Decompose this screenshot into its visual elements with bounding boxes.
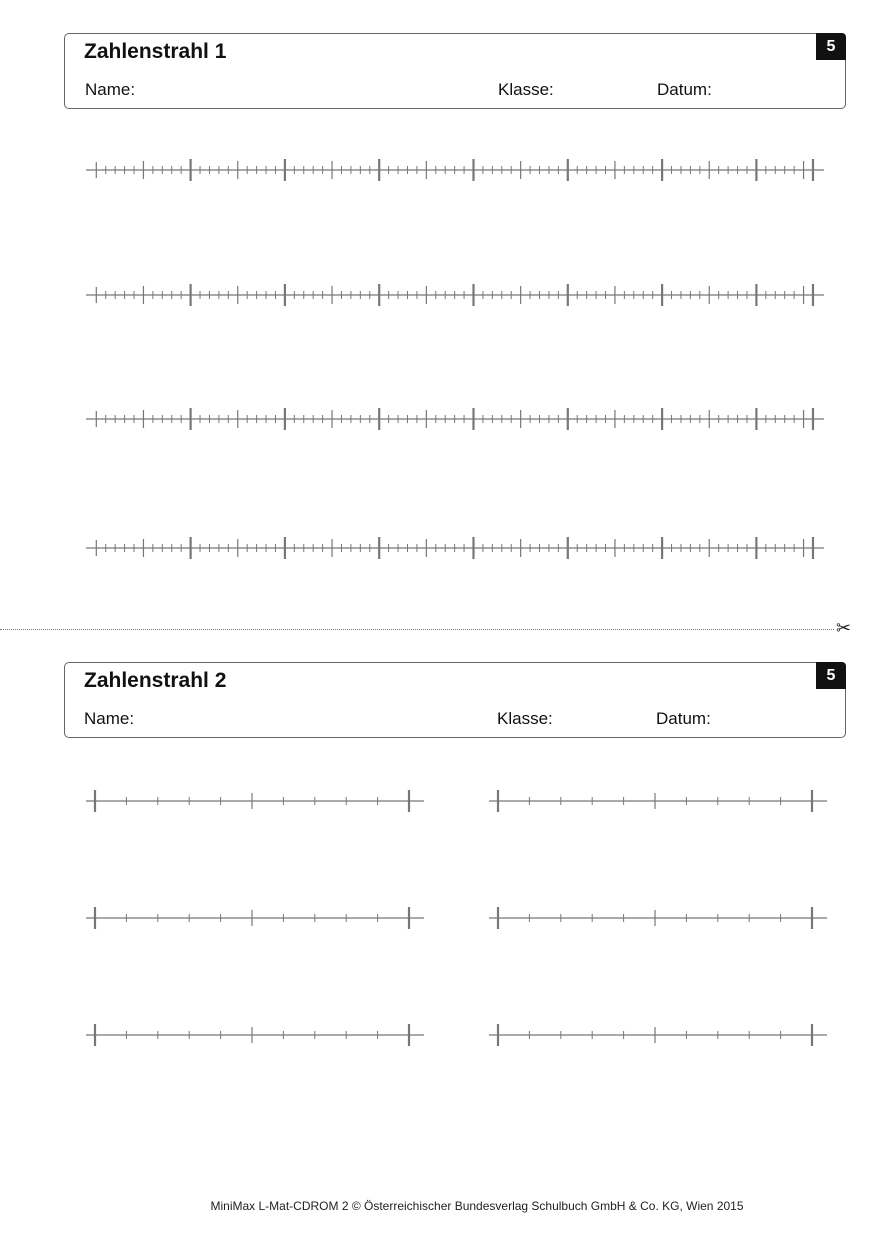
number-line	[0, 150, 890, 190]
page-title: Zahlenstrahl 2	[84, 669, 227, 692]
name-label: Name:	[85, 80, 136, 99]
class-label: Klasse:	[497, 709, 553, 728]
name-label: Name:	[84, 709, 135, 728]
class-label: Klasse:	[498, 80, 554, 99]
number-line	[0, 781, 890, 821]
date-label: Datum:	[657, 80, 712, 99]
date-label: Datum:	[656, 709, 711, 728]
worksheet-header-2	[64, 662, 846, 738]
number-line	[0, 1015, 890, 1055]
worksheet-header-1	[64, 33, 846, 109]
page-number-badge: 5	[816, 33, 846, 60]
cut-line	[0, 629, 834, 630]
scissors-icon: ✂	[836, 618, 852, 639]
number-line	[0, 275, 890, 315]
number-line	[0, 399, 890, 439]
number-line	[0, 528, 890, 568]
number-line	[0, 898, 890, 938]
page-title: Zahlenstrahl 1	[84, 40, 227, 63]
page-number-badge: 5	[816, 662, 846, 689]
copyright-footer: MiniMax L-Mat-CDROM 2 © Österreichischer Bundesverlag Schulbuch GmbH & Co. KG, Wien 2015	[210, 1199, 744, 1213]
